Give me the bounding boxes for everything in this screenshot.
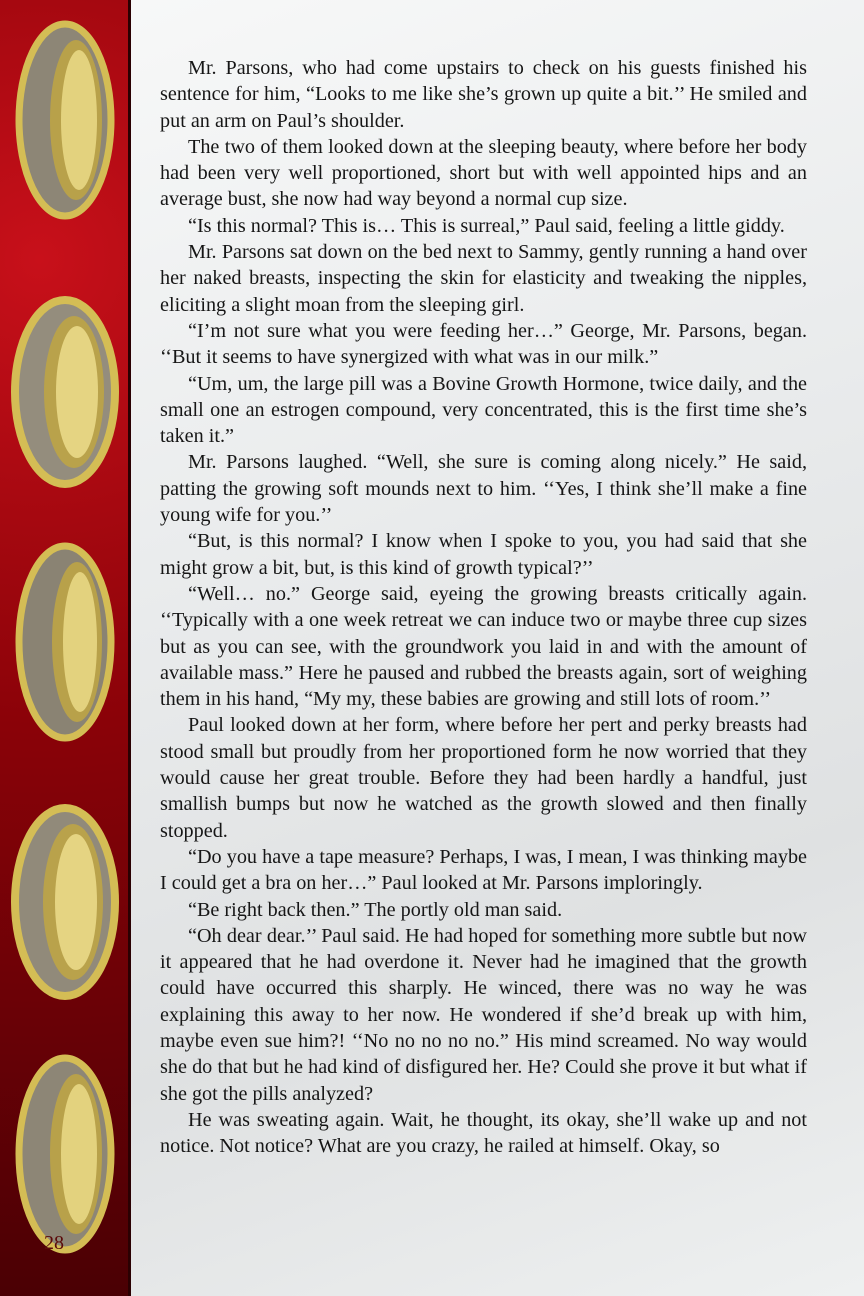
paragraph: “I’m not sure what you were feeding her…” George, Mr. Parsons, began. ‘‘But it seems to have synergized with what was in our milk.” — [160, 319, 807, 369]
page-number: 28 — [44, 1232, 64, 1254]
wedding-ring-image — [6, 800, 124, 1005]
story-text — [160, 55, 807, 1159]
wedding-ring-image — [6, 1052, 124, 1257]
paragraph: He was sweating again. Wait, he thought, its okay, she’ll wake up and not notice. Not notice? What are you crazy, he railed at himself. Okay, so — [160, 1108, 807, 1158]
paragraph: “Um, um, the large pill was a Bovine Growth Hormone, twice daily, and the small one an estrogen compound, very concentrated, this is the first time she’s taken it.” — [160, 372, 807, 448]
paragraph: The two of them looked down at the sleeping beauty, where before her body had been very well proportioned, short but with well appointed hips and an average bust, she now had way beyond a normal cup size. — [160, 135, 807, 211]
paragraph: “Oh dear dear.’’ Paul said. He had hoped for something more subtle but now it appeared that he had overdone it. Never had he imagined that the growth could have occurred this sharply. He winced, there was no way he was explaining this away to her now. He wondered if she’d break up with him, maybe even sue him?! ‘‘No no no no no.” His mind screamed. No way would she do that but he had kind of disfigured her. He? Could she prove it but what if she got the pills analyzed? — [160, 924, 807, 1105]
paragraph: Mr. Parsons laughed. “Well, she sure is coming along nicely.” He said, patting the growing soft mounds next to him. ‘‘Yes, I think she’ll make a fine young wife for you.’’ — [160, 451, 807, 527]
paragraph: “Do you have a tape measure? Perhaps, I was, I mean, I was thinking maybe I could get a bra on her…” Paul looked at Mr. Parsons imploringly. — [160, 845, 807, 895]
paragraph: “But, is this normal? I know when I spoke to you, you had said that she might grow a bit, but, is this kind of growth typical?’’ — [160, 530, 807, 579]
paragraph: Paul looked down at her form, where before her pert and perky breasts had stood small but proudly from her proportioned form he now worried that they would cause her great trouble. Before they had been hardly a handful, just smallish bumps but now he watched as the growth slowed and then finally stopped. — [160, 714, 807, 842]
paragraph: Mr. Parsons, who had come upstairs to check on his guests finished his sentence for him, “Looks to me like she’s grown up quite a bit.’’ He smiled and put an arm on Paul’s shoulder. — [160, 57, 807, 132]
wedding-ring-image — [6, 18, 124, 223]
paragraph: Mr. Parsons sat down on the bed next to Sammy, gently running a hand over her naked breasts, inspecting the skin for elasticity and tweaking the nipples, eliciting a slight moan from the sleeping girl. — [160, 241, 807, 316]
wedding-ring-image — [6, 540, 124, 745]
paragraph: “Is this normal? This is… This is surreal,” Paul said, feeling a little giddy. — [188, 214, 785, 237]
decorative-sidebar — [0, 0, 131, 1296]
paragraph: “Well… no.” George said, eyeing the growing breasts critically again. ‘‘Typically with a one week retreat we can induce two or maybe three cup sizes but as you can see, with the groundwork you laid in and with the amount of available mass.” Here he paused and rubbed the breasts again, sort of weighing them in his hand, “My my, these babies are growing and still lots of room.’’ — [160, 582, 807, 711]
paragraph: “Be right back then.” The portly old man said. — [188, 898, 563, 921]
wedding-ring-image — [6, 290, 124, 495]
